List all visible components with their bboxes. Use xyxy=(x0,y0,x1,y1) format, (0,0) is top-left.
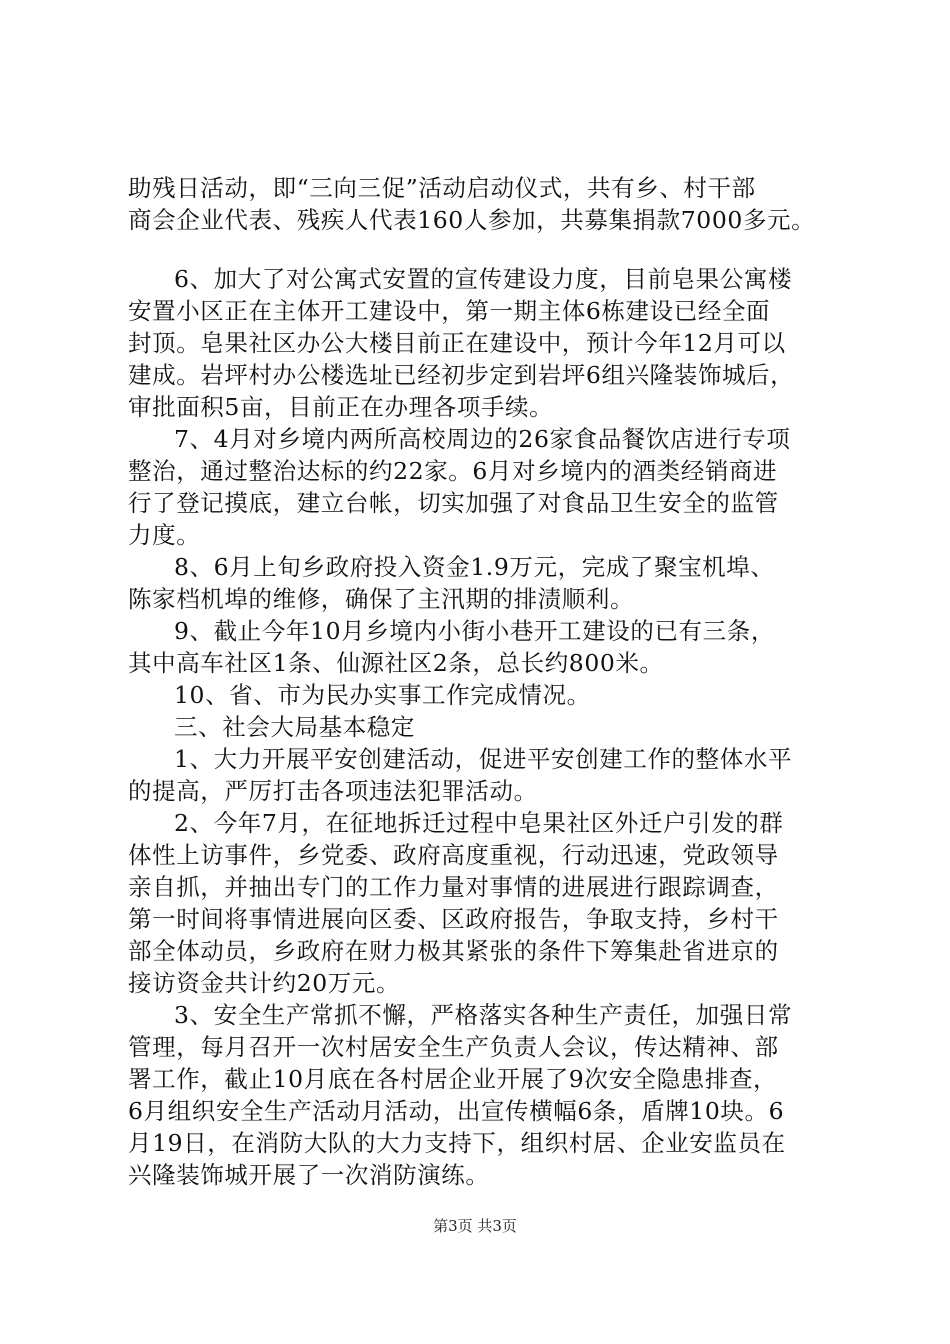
text-line: 行了登记摸底，建立台帐，切实加强了对食品卫生安全的监管 xyxy=(128,489,779,517)
document-body xyxy=(128,172,833,1191)
text-line: 9、截止今年10月乡境内小街小巷开工建设的已有三条， xyxy=(174,617,775,645)
text-line: 10、省、市为民办实事工作完成情况。 xyxy=(174,681,591,709)
text-line: 1、大力开展平安创建活动，促进平安创建工作的整体水平 xyxy=(174,745,793,773)
text-line: 其中高车社区1条、仙源社区2条，总长约800米。 xyxy=(128,649,664,677)
text-line: 亲自抓，并抽出专门的工作力量对事情的进展进行跟踪调查， xyxy=(128,873,779,901)
text-line: 审批面积5亩，目前正在办理各项手续。 xyxy=(128,393,554,421)
text-line: 力度。 xyxy=(128,521,201,549)
text-line: 3、安全生产常抓不懈，严格落实各种生产责任，加强日常 xyxy=(174,1001,793,1029)
text-line: 建成。岩坪村办公楼选址已经初步定到岩坪6组兴隆装饰城后， xyxy=(128,361,795,389)
text-line: 8、6月上旬乡政府投入资金1.9万元，完成了聚宝机埠、 xyxy=(174,553,775,581)
text-line: 的提高，严厉打击各项违法犯罪活动。 xyxy=(128,777,538,805)
page-footer: 第3页 共3页 xyxy=(433,1217,517,1235)
text-line: 管理，每月召开一次村居安全生产负责人会议，传达精神、部 xyxy=(128,1033,779,1061)
text-line: 第一时间将事情进展向区委、区政府报告，争取支持，乡村干 xyxy=(128,905,779,933)
text-line: 安置小区正在主体开工建设中，第一期主体6栋建设已经全面 xyxy=(128,297,771,325)
text-line: 6月组织安全生产活动月活动，出宣传横幅6条，盾牌10块。6 xyxy=(128,1097,785,1125)
text-line: 陈家档机埠的维修，确保了主汛期的排渍顺利。 xyxy=(128,585,635,613)
text-line: 7、4月对乡境内两所高校周边的26家食品餐饮店进行专项 xyxy=(174,425,791,453)
text-line: 6、加大了对公寓式安置的宣传建设力度，目前皂果公寓楼 xyxy=(174,265,793,293)
paragraph-gap xyxy=(128,236,833,263)
text-line: 月19日，在消防大队的大力支持下，组织村居、企业安监员在 xyxy=(128,1129,786,1157)
text-line: 封顶。皂果社区办公大楼目前正在建设中，预计今年12月可以 xyxy=(128,329,786,357)
text-line: 部全体动员，乡政府在财力极其紧张的条件下筹集赴省进京的 xyxy=(128,937,779,965)
text-line: 署工作，截止10月底在各村居企业开展了9次安全隐患排查， xyxy=(128,1065,778,1093)
text-line: 商会企业代表、残疾人代表160人参加，共募集捐款7000多元。 xyxy=(128,206,816,234)
text-line: 接访资金共计约20万元。 xyxy=(128,969,401,997)
text-line: 兴隆装饰城开展了一次消防演练。 xyxy=(128,1161,490,1189)
text-line: 三、社会大局基本稳定 xyxy=(174,713,415,741)
text-line: 2、今年7月，在征地拆迁过程中皂果社区外迁户引发的群 xyxy=(174,809,784,837)
text-line: 助残日活动，即“三向三促”活动启动仪式，共有乡、村干部 xyxy=(128,174,756,202)
text-line: 体性上访事件，乡党委、政府高度重视，行动迅速，党政领导 xyxy=(128,841,779,869)
text-line: 整治，通过整治达标的约22家。6月对乡境内的酒类经销商进 xyxy=(128,457,778,485)
